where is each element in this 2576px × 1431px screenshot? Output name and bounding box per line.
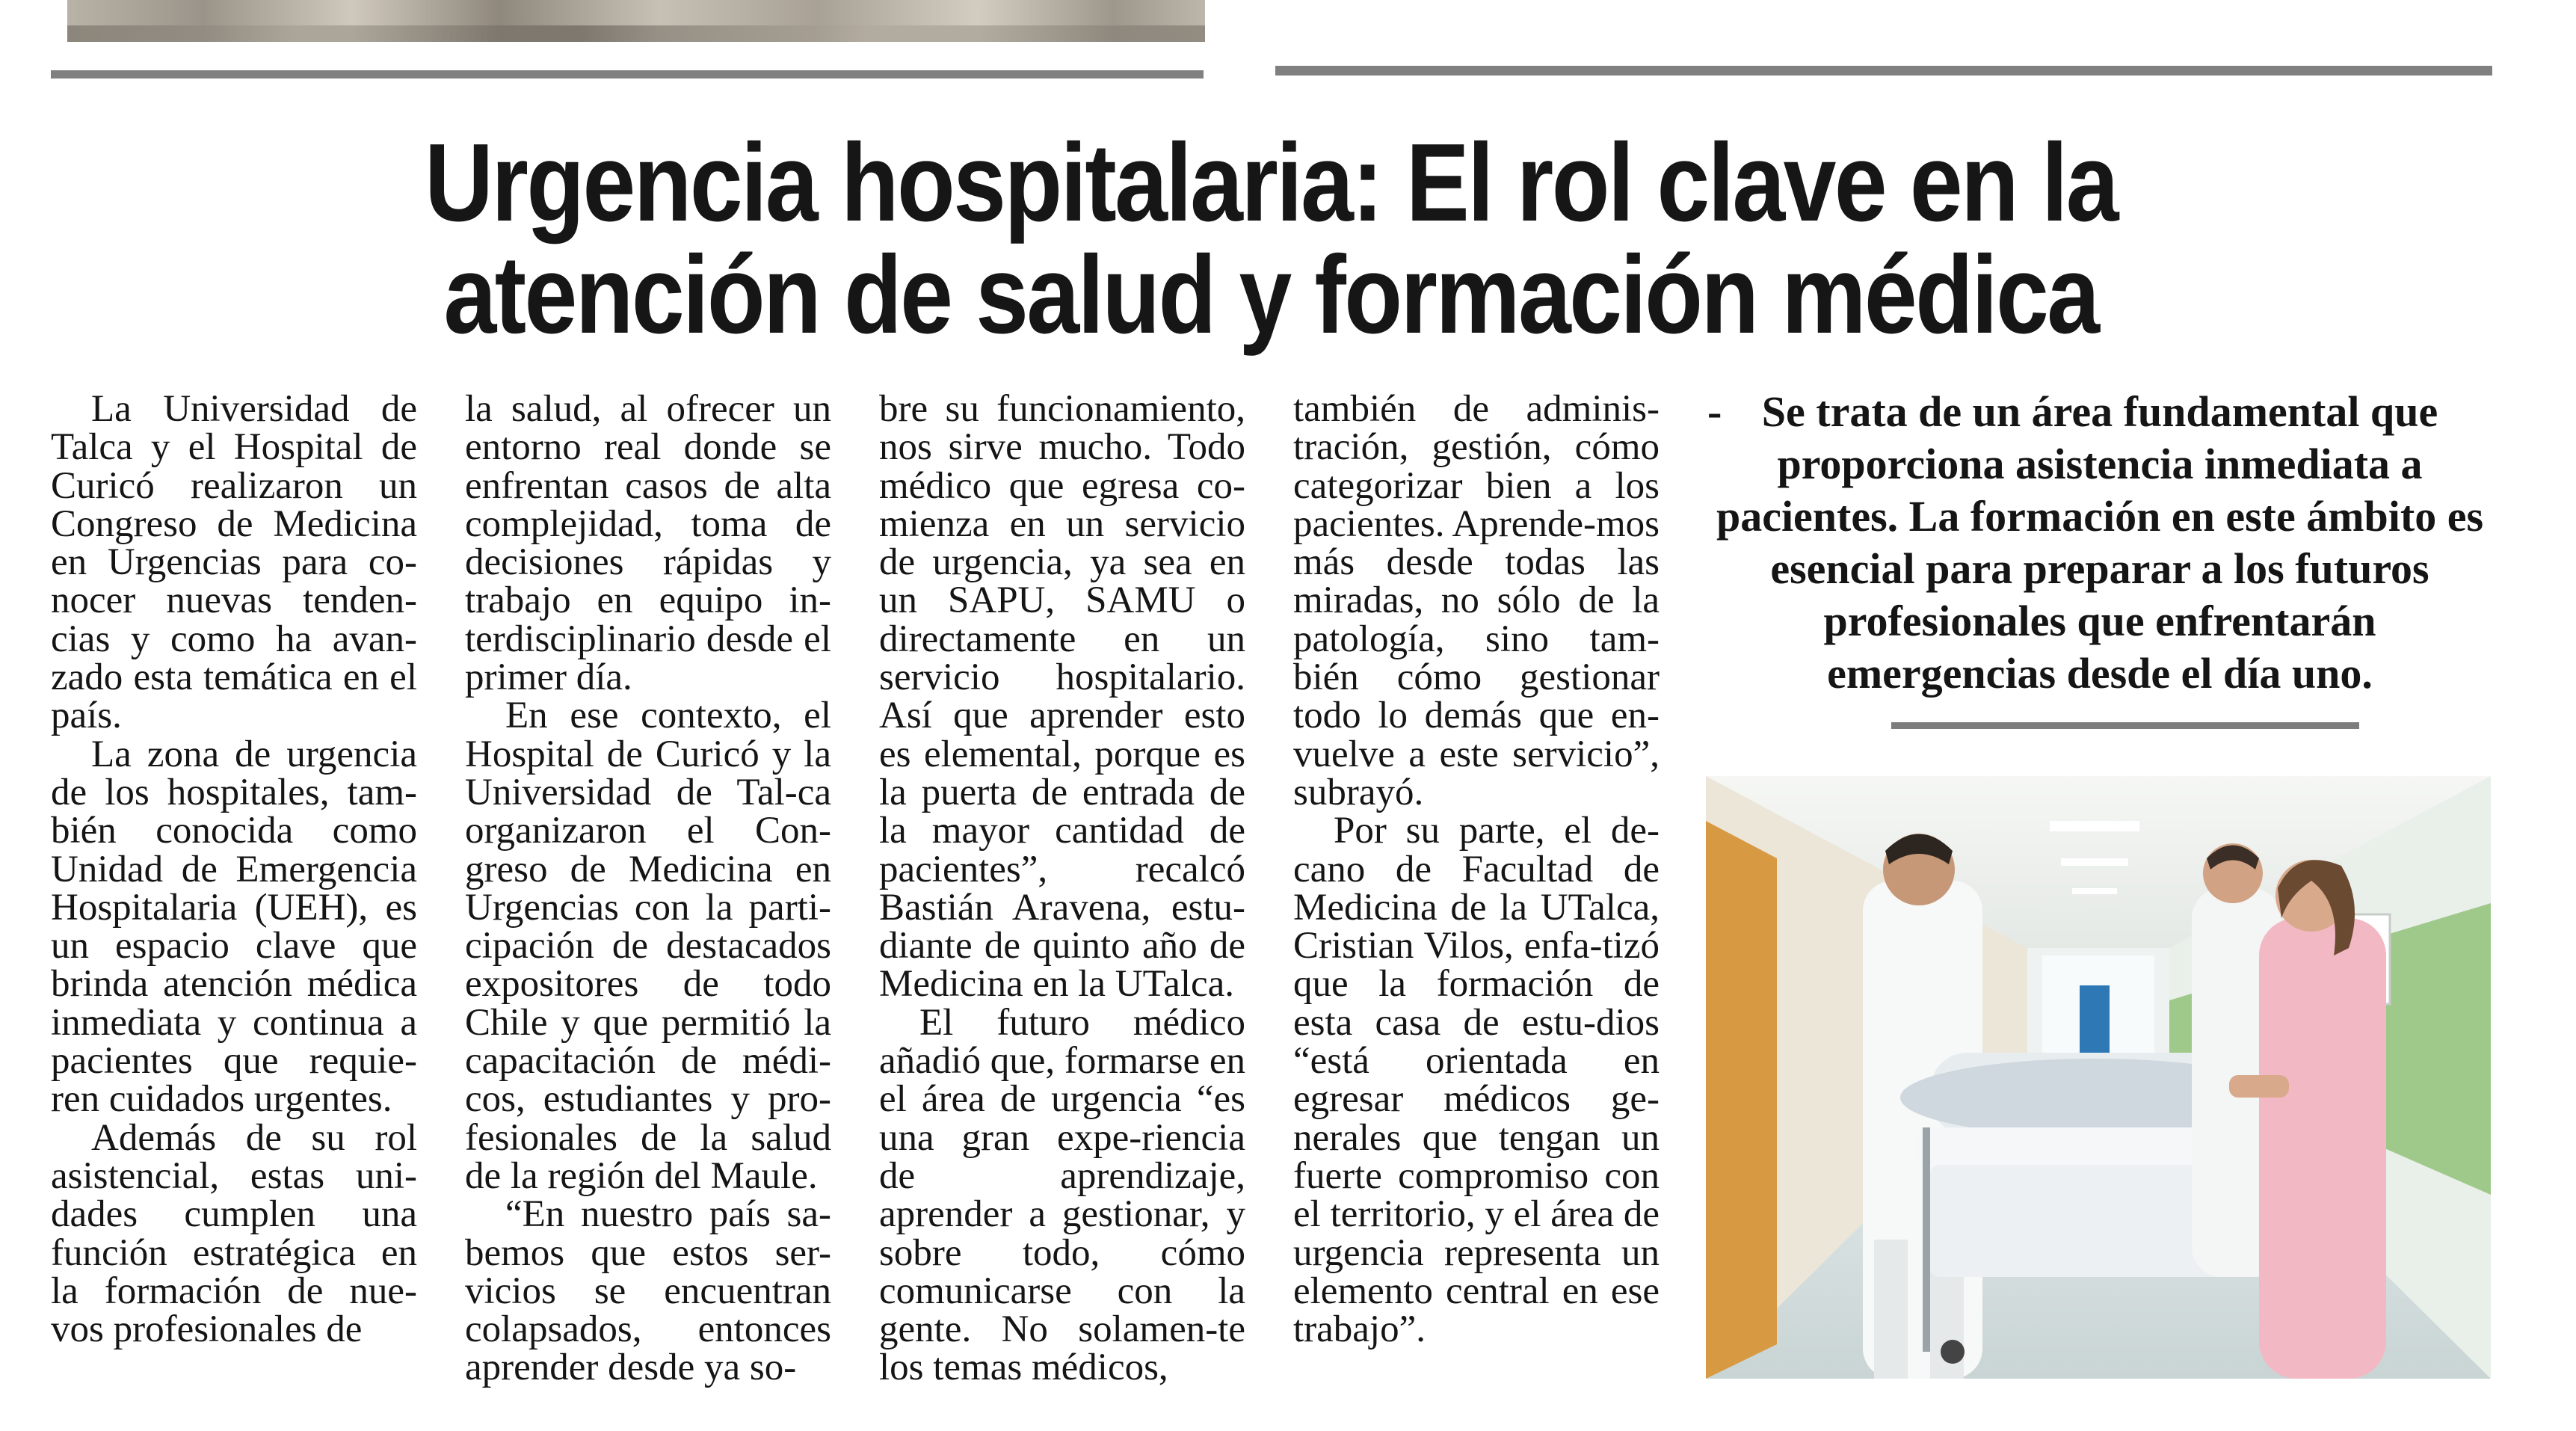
pull-quote-dash: - [1707,387,1722,436]
headline-line-1: Urgencia hospitalaria: El rol clave en la [425,121,2117,244]
paragraph: la salud, al ofrecer un entorno real donde se enfrentan casos de alta complejidad, toma de decisiones rápidas y trabajo en equipo in-terdisciplinario desde el primer día. [465,388,831,699]
headline-line-2: atención de salud y formación médica [443,233,2098,357]
pull-quote-rule [1891,722,2359,729]
article-column-3 [879,390,1245,1388]
paragraph: El futuro médico añadió que, formarse en el área de urgencia “es una gran expe-riencia de aprendizaje, aprender a gestionar, y sobre todo, cómo comunicarse con la gente. No solamen-te los temas médicos, [879,1001,1245,1389]
article-column-1 [51,390,417,1349]
top-divider-left [51,70,1204,79]
pull-quote-text: Se trata de un área fundamental que proporciona asistencia inmediata a pacientes. La formación en este ámbito es esencial para preparar a los futuros profesionales que enfrentarán emergencias desde el día uno. [1716,387,2484,698]
pull-quote [1707,386,2492,700]
photo-illustration [1706,776,2491,1379]
top-photo-strip [67,0,1205,42]
paragraph: bre su funcionamiento, nos sirve mucho. Todo médico que egresa co-mienza en un servicio de urgencia, ya sea en un SAPU, SAMU o directamente en un servicio hospitalario. Así que aprender esto es elemental, porque es la puerta de entrada de la mayor cantidad de pacientes”, recalcó Bastián Aravena, estu-diante de quinto año de Medicina en la UTalca. [879,388,1245,1006]
article-column-4 [1293,390,1660,1349]
top-divider-right [1275,66,2492,76]
paragraph: Por su parte, el de-cano de Facultad de Medicina de la UTalca, Cristian Vilos, enfa-tizó que la formación de esta casa de estu-dios “está orientada en egresar médicos ge-nerales que tengan un fuerte compromiso con el territorio, y el área de urgencia representa un elemento central en ese trabajo”. [1293,810,1660,1351]
paragraph: también de adminis-tración, gestión, cómo categorizar bien a los pacientes. Aprende-mos más desde todas las miradas, no sólo de la patología, sino tam-bién cómo gestionar todo lo demás que en-vuelve a este servicio”, subrayó. [1293,388,1660,813]
article-column-2 [465,390,831,1388]
paragraph: La zona de urgencia de los hospitales, tam-bién conocida como Unidad de Emergencia Hospitalaria (UEH), es un espacio clave que brinda atención médica inmediata y continua a pacientes que requie-ren cuidados urgentes. [51,733,417,1121]
paragraph: Además de su rol asistencial, estas uni-dades cumplen una función estratégica en la formación de nue-vos profesionales de [51,1116,417,1351]
headline [371,121,2171,357]
paragraph: En ese contexto, el Hospital de Curicó y la Universidad de Tal-ca organizaron el Con-greso de Medicina en Urgencias con la parti-cipación de destacados expositores de todo Chile y que permitió la capacitación de médi-cos, estudiantes y pro-fesionales de la salud de la región del Maule. [465,695,831,1197]
paragraph: La Universidad de Talca y el Hospital de Curicó realizaron un Congreso de Medicina en Urgencias para co-nocer nuevas tenden-cias y como ha avan-zado esta temática en el país. [51,388,417,737]
paragraph: “En nuestro país sa-bemos que estos ser-vicios se encuentran colapsados, entonces aprender desde ya so- [465,1193,831,1389]
hospital-corridor-photo [1706,776,2491,1379]
